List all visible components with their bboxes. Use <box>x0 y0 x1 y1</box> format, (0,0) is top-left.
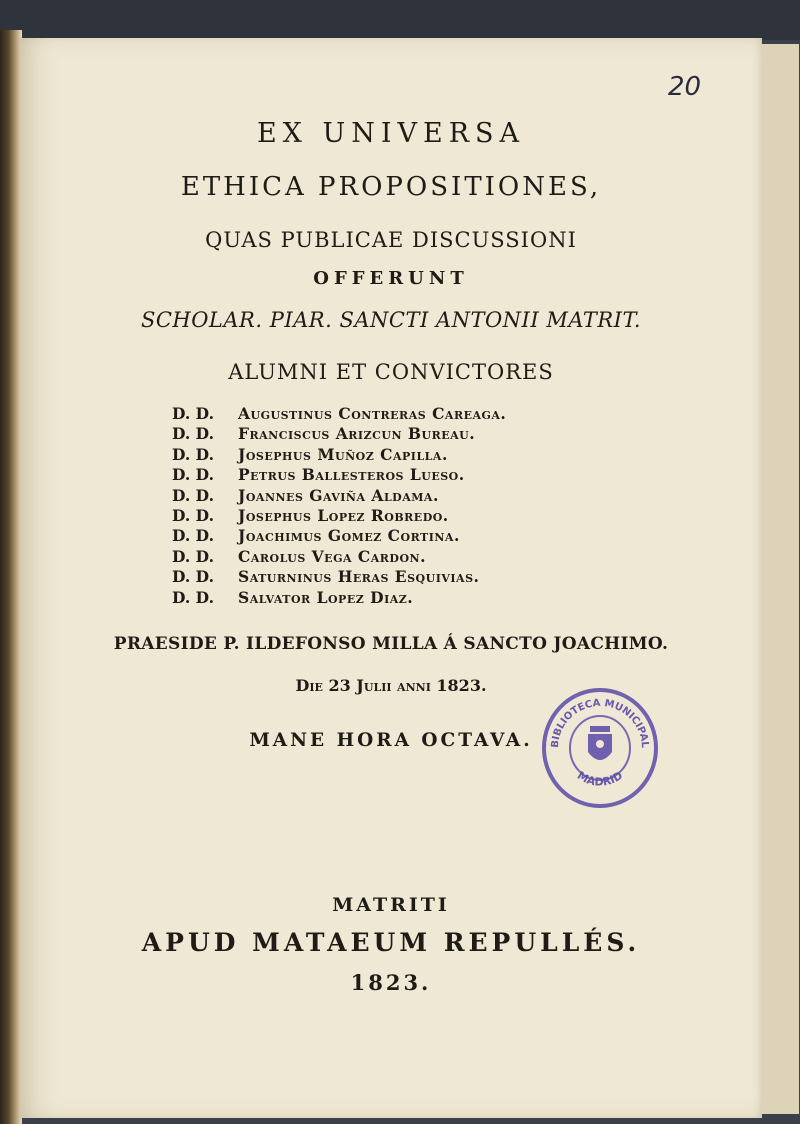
title-line-3: QUAS PUBLICAE DISCUSSIONI <box>205 228 577 252</box>
list-item <box>172 465 692 485</box>
title-line-6: ALUMNI ET CONVICTORES <box>228 360 554 384</box>
imprint-year: 1823. <box>350 970 432 995</box>
list-item <box>172 506 692 526</box>
book-page <box>20 38 762 1118</box>
list-item <box>172 404 692 424</box>
student-prefix: D. D. <box>172 526 214 546</box>
student-name: Joachimus Gomez Cortina. <box>238 526 460 546</box>
student-prefix: D. D. <box>172 424 214 444</box>
student-prefix: D. D. <box>172 444 214 464</box>
student-name: Franciscus Arizcun Bureau. <box>238 424 476 444</box>
coat-of-arms-icon <box>588 726 612 760</box>
library-stamp <box>538 686 662 810</box>
list-item <box>172 567 692 587</box>
stamp-bottom-text: MADRID <box>574 768 626 789</box>
list-item <box>172 547 692 567</box>
student-name: Josephus Lopez Robredo. <box>238 505 449 525</box>
student-list <box>172 404 692 608</box>
title-line-2: ETHICA PROPOSITIONES, <box>180 172 602 202</box>
student-name: Salvator Lopez Diaz. <box>238 587 414 607</box>
student-prefix: D. D. <box>172 587 214 607</box>
page-number: 20 <box>668 72 702 102</box>
student-prefix: D. D. <box>172 546 214 566</box>
student-prefix: D. D. <box>172 485 214 505</box>
title-line-4: OFFERUNT <box>313 268 469 289</box>
student-prefix: D. D. <box>172 505 214 525</box>
list-item <box>172 588 692 608</box>
list-item <box>172 486 692 506</box>
student-name: Joannes Gaviña Aldama. <box>238 485 439 505</box>
list-item <box>172 526 692 546</box>
student-prefix: D. D. <box>172 404 214 423</box>
student-name: Carolus Vega Cardon. <box>238 546 426 566</box>
student-name: Saturninus Heras Esquivias. <box>238 567 480 587</box>
student-name: Josephus Muñoz Capilla. <box>238 444 448 464</box>
book-spine <box>0 30 22 1124</box>
praeside-line: PRAESIDE P. ILDEFONSO MILLA Á SANCTO JOACHIMO. <box>113 634 669 654</box>
student-name: Augustinus Contreras Careaga. <box>238 404 507 423</box>
title-line-1: EX UNIVERSA <box>256 118 526 149</box>
student-prefix: D. D. <box>172 465 214 485</box>
hour-line: MANE HORA OCTAVA. <box>249 730 533 751</box>
imprint-city: MATRITI <box>332 894 450 916</box>
date-line: Die 23 Julii anni 1823. <box>295 676 487 695</box>
background <box>0 0 800 40</box>
imprint-printer: APUD MATAEUM REPULLÉS. <box>141 928 641 957</box>
list-item <box>172 424 692 444</box>
student-name: Petrus Ballesteros Lueso. <box>238 465 465 485</box>
title-line-5: SCHOLAR. PIAR. SANCTI ANTONII MATRIT. <box>140 308 642 332</box>
student-prefix: D. D. <box>172 567 214 587</box>
list-item <box>172 445 692 465</box>
stamp-top-text: BIBLIOTECA MUNICIPAL <box>549 697 651 749</box>
